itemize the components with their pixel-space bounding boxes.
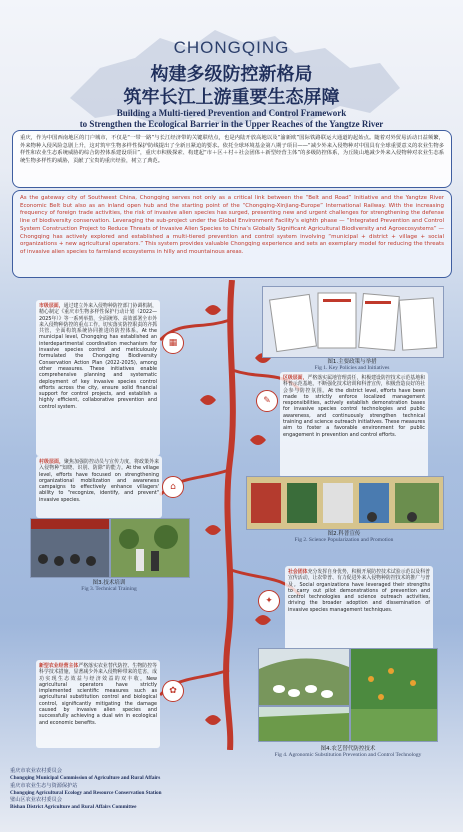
title-cn-line1: 构建多级防控新格局 bbox=[150, 64, 313, 85]
fig1-caption bbox=[262, 357, 442, 371]
fig4-photo-orchard bbox=[350, 648, 438, 742]
section-village-text: 聚焦加强防控动员与宣传力度，将政策外来入侵物种“知晓、识别、防除”的能力。At the village level, efforts have focused on strengthening organizational mobilization and awareness campaigns to effectively enhance villagers' ability to "recognize, identify, and prevent" invasive species. bbox=[39, 459, 159, 503]
footer-org-2-en: Chongqing Agricultural Ecology and Resource Conservation Station bbox=[10, 789, 162, 796]
title-en-line2: to Strengthen the Ecological Barrier in the Upper Reaches of the Yangtze River bbox=[79, 119, 384, 129]
section-social-org-text: 充分发挥自身优势，积极开展防控技术试验示范以及科普宣传活动，让农带普、有力促进外来入侵物种防控技术的推广与普及。Social organizations have leveraged their strengths to carry out pilot demonstrations of prevention and control technologies and science outreach activities, driving the broader adoption and dissemination of invasive species management techniques. bbox=[288, 569, 430, 613]
footer-organizations bbox=[10, 768, 260, 812]
footer-org-1-en: Chongqing Municipal Commission of Agriculture and Rural Affairs bbox=[10, 775, 161, 782]
footer-org-3-cn: 璧山区农业农村委员会 bbox=[10, 797, 62, 804]
section-social-org bbox=[285, 566, 433, 656]
section-district bbox=[280, 372, 428, 478]
fig3-caption-cn: 图3.技术培训 bbox=[92, 580, 126, 586]
intro-cn-box bbox=[12, 130, 452, 188]
fig2-caption bbox=[246, 529, 442, 543]
section-municipal bbox=[36, 300, 160, 456]
section-new-operators bbox=[36, 660, 160, 748]
fig1-photo bbox=[262, 286, 444, 358]
section-municipal-text: 通过建立外来入侵物种防控部门协调机制，精心制定《重庆市生物多样性保护行动计划（2022—2025年）》等一系列举措，全面统筹、高效部署全市外来入侵物种防控的重点工作。切实落实防控职责的齐抓共管，全面构筑系统协同推进的防控体系。At the municipal level, Chongqing has established an interdepartmental coordination mechanism for invasive species control and meticulously formulated the Chongqing Biodiversity Conservation Action Plan (2022-2025), among other measures. These initiatives enable comprehensive planning and systematic deployment of key invasive species control efforts across the city, ensure solid financial support for control projects, and establish a highly efficient, collaborative prevention and control system. bbox=[39, 303, 157, 410]
fig2-caption-en: Fig 2. Science Popularization and Promotion bbox=[294, 537, 394, 543]
section-village-key: 村级层面， bbox=[39, 459, 65, 465]
footer-org-2-cn: 重庆市农业生态与资源保护站 bbox=[10, 782, 78, 789]
fig3-caption bbox=[30, 578, 188, 592]
village-icon: ⌂ bbox=[162, 476, 184, 498]
fig4-caption-en: Fig 4. Agronomic Substitution Prevention and Control Technology bbox=[274, 752, 422, 758]
building-icon: ▦ bbox=[162, 332, 184, 354]
city-name: CHONGQING bbox=[173, 38, 290, 57]
handshake-icon: ✦ bbox=[258, 590, 280, 612]
fig3-photo-left bbox=[30, 518, 110, 578]
section-village bbox=[36, 456, 162, 518]
section-district-key: 区级层面， bbox=[283, 375, 308, 381]
title-cn-line2: 筑牢长江上游重要生态屏障 bbox=[123, 87, 340, 108]
intro-en-text: As the gateway city of Southwest China, Chongqing serves not only as a critical link between the “Belt and Road” Initiative and the Yangtze River Economic Belt but also as an inland open hub and the starting point of the “Chongqing-Xinjiang-Europe” International Railway. With the increasing frequency of foreign trade activities, the risk of invasive alien species has surged, presenting new and urgent challenges for strengthening the defense line of biodiversity conservation. Leveraging the sub-project under the Global Environment Facility’s eighth phase — “Integrated Prevention and Control System Construction Project to Reduce Threats of Invasive Alien Species to China’s Globally Significant Agricultural Biodiversity and Agroecosystems” — Chongqing has actively explored and established a multi-tiered prevention and control system involving “municipal + district + village + social organizations + new agricultural operators.” This system provides valuable Chongqing experience and sets an exemplary model for reducing the threats of invasive alien species to farmland ecosystems in hilly and mountainous areas. bbox=[20, 195, 444, 255]
fig1-caption-cn: 图1.主要政策与举措 bbox=[327, 359, 377, 365]
fig4-caption bbox=[258, 744, 438, 758]
farmer-icon: ✿ bbox=[162, 680, 184, 702]
section-social-org-key: 社会团体 bbox=[288, 569, 308, 575]
section-district-text: 严格落实属地管理责任，积极建设防控技术示范基地和科普示范基地，不断强化技术培训和科普宣传，积极营造良好的社会参与防控氛围。At the district level, efforts have been made to strictly enforce localized management responsibilities, actively establish demonstration bases for invasive species control technologies and public awareness, and continuously strengthen technical training and science outreach initiatives. These measures aim to foster a favorable environment for public engagement in prevention and control efforts. bbox=[283, 375, 425, 438]
intro-cn-text: 重庆，作为中国西南地区的门户城市，不仅是“一带一路”与长江经济带的关键联结点，也是内陆开放高地以及“渝新欧”国际铁路联运大通道的起始点。随着对外贸易活动日益频繁，外来物种入侵风险急剧上升，这对筑牢生物多样性保护防线提出了全新且紧迫的要求。依托全球环境基金第八期子项目——“减少外来入侵物种对中国具有全球重要意义的农业生物多样性和农业生态系统威胁的综合防控体系建设项目”，重庆市积极探索、构建起“市＋区＋村＋社会团体＋新型经营主体”的多级防控体系，为丘陵山地减少外来入侵物种对农业生态系统生物多样性的威胁，贡献了宝贵的重庆经验，树立了典范。 bbox=[20, 135, 444, 164]
fig2-caption-cn: 图2.科普宣传 bbox=[327, 531, 361, 537]
section-new-operators-key: 新型农业经营主体 bbox=[39, 663, 79, 669]
fig3-caption-en: Fig 3. Technical Training bbox=[81, 586, 137, 592]
fig3-photo-right bbox=[110, 518, 190, 578]
fig1-caption-en: Fig 1. Key Policies and Initiatives bbox=[314, 365, 390, 371]
megaphone-icon: ✎ bbox=[256, 390, 278, 412]
section-municipal-key: 市级层面， bbox=[39, 303, 64, 309]
fig4-caption-cn: 图4.农艺替代防控技术 bbox=[320, 746, 376, 752]
title-en-line1: Building a Multi-tiered Prevention and Control Framework bbox=[116, 108, 347, 118]
fig2-photo bbox=[246, 476, 444, 530]
fig4-photo-geese bbox=[258, 648, 350, 706]
footer-org-3-en: Bishan District Agriculture and Rural Affairs Committee bbox=[10, 804, 137, 811]
fig4-photo-field bbox=[258, 706, 350, 742]
footer-org-1-cn: 重庆市农业农村委员会 bbox=[10, 768, 62, 774]
section-new-operators-text: 严格落实农业替代防控、生物防控等科学技术措施，显著减少外来入侵物种带来的危害，成功实现生态效益与经济效益的双丰收。New agricultural operators have strictly implemented scientific measures such as agricultural substitution control and biological control, significantly mitigating the damage caused by invasive alien species and successfully achieving a dual win in ecological and economic benefits. bbox=[39, 663, 157, 726]
intro-en-box bbox=[12, 190, 452, 278]
